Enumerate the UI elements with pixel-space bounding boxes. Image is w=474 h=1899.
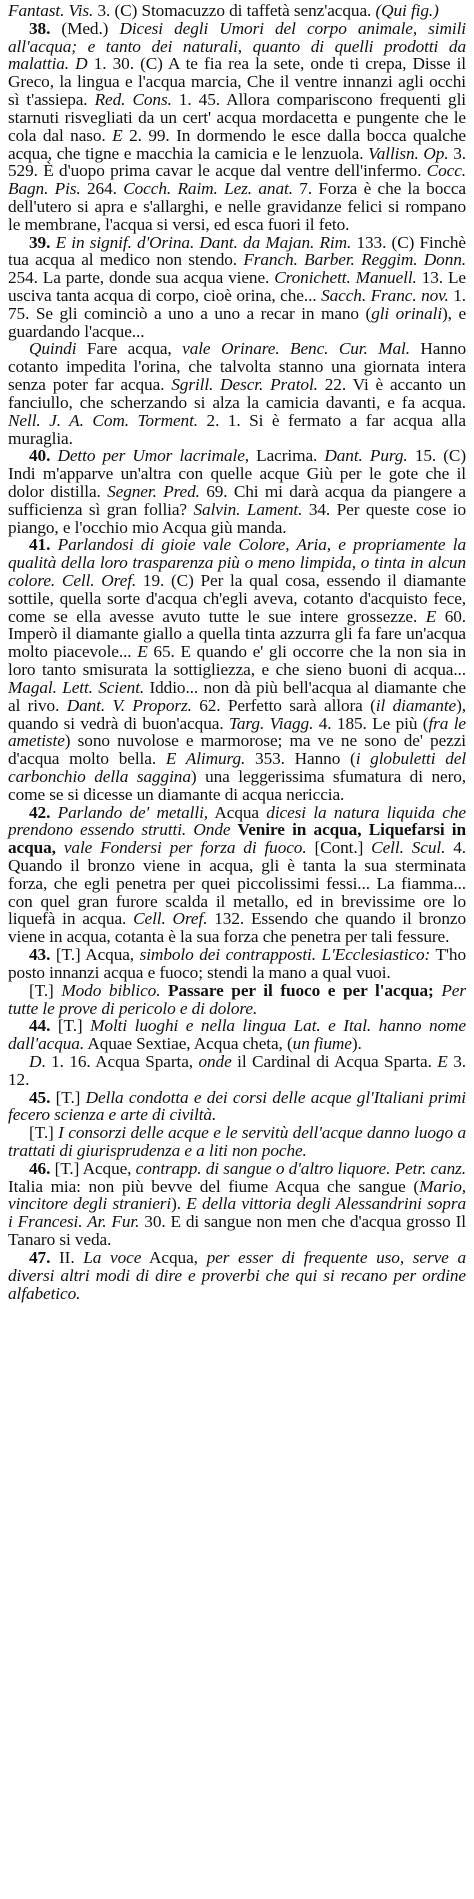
text-run: 1. 45. Allora compariscono frequenti gli starnuti risvegliati da un cert' acqua mordacetta e pungente che le cola dal naso. bbox=[8, 90, 466, 145]
text-run: Acqua, bbox=[141, 1247, 207, 1267]
text-run: Sacch. Franc. nov. bbox=[321, 286, 449, 305]
text-run: ). bbox=[171, 1194, 187, 1214]
entry-42 bbox=[8, 804, 466, 947]
text-run: 40. bbox=[29, 446, 51, 466]
text-run bbox=[50, 803, 57, 822]
text-run: T'ho posto innanzi acqua e fuoco; stendi la mano a qual vuoi. bbox=[8, 945, 467, 982]
text-run: contrapp. di sangue o d'altro liquore. Petr. canz. bbox=[135, 1158, 467, 1178]
text-run: 4. Quando il bronzo viene in acqua, gli è tanta la sua sterminata forza, che egli penetra per quei piccolissimi fessi... La fiamma... con quel gran furore scalda il metallo, ed in brevissime ore lo liquefà in acqua. bbox=[8, 838, 466, 929]
text-run: E della vittoria degli Alessandrini sopra i Francesi. Ar. Fur. bbox=[8, 1194, 466, 1232]
text-run: 38. bbox=[29, 18, 51, 38]
text-run: Fare acqua, bbox=[76, 339, 183, 359]
text-run: ), quando si vedrà di buon'acqua. bbox=[8, 695, 466, 733]
text-run: vale Fondersi per forza di fuoco. bbox=[63, 838, 307, 858]
text-run: E bbox=[437, 1051, 448, 1071]
text-run: 254. La parte, donde sua acqua viene. bbox=[8, 268, 275, 288]
text-run: D bbox=[29, 1051, 42, 1071]
text-run: [T.] bbox=[29, 980, 62, 1000]
text-run: [Cont.] bbox=[306, 838, 372, 858]
text-run: 3. 529. È d'uopo prima cavar le acque dal ventre dell'infermo. bbox=[8, 143, 467, 181]
text-run: Hanno cotanto impedita l'orina, che talvolta stanno una giornata intera senza poter far acqua. bbox=[8, 339, 466, 395]
text-run: Cell. Scul. bbox=[371, 838, 446, 858]
entry-43 bbox=[8, 946, 466, 982]
text-run: Red. Cons. bbox=[94, 90, 172, 110]
text-run: Magal. Lett. Scient. bbox=[8, 677, 145, 697]
text-run: Venire in acqua, Liquefarsi in acqua, bbox=[8, 820, 466, 858]
text-run: Cell. Oref. bbox=[133, 909, 208, 929]
entry-46 bbox=[8, 1160, 466, 1249]
text-run: Targ. Viagg. bbox=[228, 713, 314, 733]
text-run: 65. E quando e' gli occorre che la non sia in loro tanto smisurata la sottigliezza, e che sieno buoni di acqua... bbox=[8, 642, 466, 680]
text-run: [T.] bbox=[50, 1016, 91, 1036]
text-run: La voce bbox=[83, 1247, 142, 1267]
text-run: Parlandosi di gioie vale Colore, Aria, e propriamente la qualità della loro trasparenza più o meno limpida, o tinta in alcun colore. Cell. Oref. bbox=[8, 535, 466, 590]
text-run: gli orinali bbox=[371, 303, 443, 323]
text-run bbox=[50, 535, 57, 554]
text-run: E in signif. d'Orina. Dant. da Majan. Rim. bbox=[55, 232, 352, 252]
text-run: Aquae Sextiae, Acqua cheta, ( bbox=[84, 1034, 293, 1054]
text-run: Vallisn. Op. bbox=[368, 143, 449, 163]
text-run: [T.] Acque, bbox=[50, 1158, 136, 1178]
text-run: 41. bbox=[29, 535, 51, 555]
text-run: Italia mia: non più bevve del fiume Acqua che sangue ( bbox=[8, 1176, 420, 1196]
text-run: 1. 75. Se gli cominciò a uno a uno a recar in mano ( bbox=[8, 286, 466, 323]
text-run: Segner. Pred. bbox=[107, 481, 200, 501]
text-run: 13. Le usciva tanta acqua di corpo, cioè orina, che... bbox=[8, 268, 466, 305]
text-run: [T.] bbox=[29, 1123, 59, 1143]
text-run: Acqua bbox=[208, 802, 267, 822]
text-run: 43. bbox=[29, 945, 51, 965]
text-run: (Qui fig.) bbox=[375, 1, 439, 20]
text-run: II. bbox=[50, 1247, 84, 1267]
text-run: Modo biblico. bbox=[61, 980, 161, 1000]
text-run: Per tutte le prove di pericolo e di dolore. bbox=[8, 980, 466, 1018]
entry-37-tail bbox=[8, 2, 466, 20]
text-run: E bbox=[137, 642, 148, 662]
text-run: Dant. V. Proporz. bbox=[66, 695, 192, 715]
text-run: Detto per Umor lacrimale bbox=[57, 446, 245, 466]
text-run: 46. bbox=[29, 1158, 51, 1178]
text-run: Cronichett. Manuell. bbox=[274, 268, 417, 288]
entry-39-fare-acqua bbox=[8, 340, 466, 447]
entry-45-consorzi bbox=[8, 1124, 466, 1160]
text-run: 3. 12. bbox=[8, 1051, 467, 1089]
text-run: 45. bbox=[29, 1087, 51, 1107]
text-run: Dicesi degli Umori del corpo animale, simili all'acqua; e tanto dei naturali, quanto di quelli prodotti da malattia. D bbox=[8, 18, 466, 74]
text-run: 353. Hanno ( bbox=[245, 749, 356, 769]
text-run: Della condotta e dei corsi delle acque gl'Italiani primi fecero scienza e arte di civiltà. bbox=[8, 1087, 466, 1125]
text-run: per esser di frequente uso, serve a diversi altri modi di dire e proverbi che qui si recano per ordine alfabetico. bbox=[8, 1247, 466, 1303]
text-run: i globuletti del carbonchio della saggina bbox=[8, 749, 467, 786]
entry-40 bbox=[8, 447, 466, 536]
text-run: 3. (C) Stomacuzzo di taffetà senz'acqua. bbox=[93, 1, 376, 20]
text-run: 44. bbox=[29, 1016, 51, 1036]
text-run: 30. E di sangue non men che d'acqua grosso Il Tanaro si veda. bbox=[8, 1212, 466, 1250]
text-run: 1. 30. (C) A te fia rea la sete, onde ti crepa, Disse il Greco, la lingua e l'acqua marcia, Che il ventre innanzi agli occhi sì t'assiepa. bbox=[8, 54, 466, 110]
text-run: Parlando de' metalli, bbox=[57, 802, 208, 822]
entry-47 bbox=[8, 1249, 466, 1302]
text-run: ) sono nuvolose e marmorose; ma ve ne sono de' pezzi d'acqua molto bella. bbox=[8, 731, 466, 769]
text-run: Cocch. Raim. Lez. anat. bbox=[123, 179, 293, 199]
entry-44-sparta bbox=[8, 1053, 466, 1089]
text-run: 22. Vi è accanto un fanciullo, che scherzando si alza la camicia davanti, e fa acqua. bbox=[8, 375, 466, 412]
text-run: Fantast. Vis. bbox=[8, 1, 94, 20]
text-run: simbolo dei contrapposti. L'Ecclesiastico: bbox=[139, 945, 431, 965]
text-run: ), e guardando l'acque... bbox=[8, 303, 467, 341]
text-run: 39. bbox=[29, 232, 51, 252]
entry-44 bbox=[8, 1017, 466, 1053]
text-run: Iddio... non dà più bell'acqua al diamante che al rivo. bbox=[8, 677, 466, 715]
text-run: Franch. Barber. Reggim. Donn. bbox=[243, 250, 467, 270]
text-run: 2. 1. Si è fermato a far acqua alla muraglia. bbox=[8, 410, 466, 448]
text-run: E bbox=[425, 606, 437, 626]
text-run: Cocc. Bagn. Pis. bbox=[8, 161, 466, 199]
text-run: Salvin. Lament. bbox=[193, 499, 303, 519]
text-run: 132. Essendo che quando il bronzo viene in acqua, cotanta è la sua forza che penetra per tali fessure. bbox=[8, 909, 466, 947]
text-run: 19. (C) Per la qual cosa, essendo il diamante sottile, quella sorte d'acqua ch'egli aveva, cotanto d'acquisto fece, come se ella avesse avuto tutte le sue intere grossezze. bbox=[8, 571, 466, 626]
text-run: ) una leggerissima sfumatura di nero, come se si dicesse un diamante di acqua nericcia. bbox=[8, 766, 466, 804]
text-run: 133. (C) Finchè tua acqua al medico non stendo. bbox=[8, 232, 466, 270]
text-run: il Cardinal di Acqua Sparta. bbox=[231, 1051, 438, 1071]
text-run: E bbox=[112, 125, 123, 145]
text-run: 4. 185. Le più ( bbox=[313, 713, 429, 733]
text-run: vale Orinare. Benc. Cur. Mal. bbox=[182, 339, 410, 359]
text-run: Nell. J. A. Com. Torment. bbox=[8, 410, 199, 430]
text-run: . 1. 16. Acqua Sparta, bbox=[41, 1051, 199, 1071]
entry-41 bbox=[8, 536, 466, 803]
text-run: I consorzi delle acque e le servitù dell'acque danno luogo a trattati di giurisprudenza e a liti non poche. bbox=[8, 1123, 466, 1160]
text-run: il diamante bbox=[375, 695, 457, 715]
text-run: 62. Perfetto sarà allora ( bbox=[191, 695, 376, 715]
text-run: 42. bbox=[29, 802, 51, 822]
text-run: ). bbox=[351, 1034, 362, 1054]
entry-45 bbox=[8, 1089, 466, 1125]
text-run: Sgrill. Descr. Pratol. bbox=[171, 375, 318, 395]
text-run: 60. Imperò il diamante giallo a quella tinta azzurra gli fa fare un'acqua molto piacevole... bbox=[8, 606, 466, 662]
text-run: 47. bbox=[29, 1247, 51, 1267]
entry-39 bbox=[8, 234, 466, 341]
text-run: 69. Chi mi darà acqua da piangere a sufficienza sì gran follia? bbox=[8, 481, 466, 519]
text-run: , Lacrima. bbox=[244, 446, 325, 466]
text-run: Mario, vincitore degli stranieri bbox=[8, 1176, 466, 1214]
text-run: un fiume bbox=[292, 1034, 352, 1054]
text-run: 7. Forza è che la bocca dell'utero si apra e s'allarghi, e nelle gravidanze felici si rompano le membrane, l'acqua si versi, ed esca fuori il feto. bbox=[8, 179, 466, 234]
text-run: Quindi bbox=[29, 339, 77, 359]
entry-38 bbox=[8, 20, 466, 234]
text-run: [T.] Acqua, bbox=[50, 945, 140, 965]
text-run: dicesi la natura liquida che prendono essendo strutti. Onde bbox=[8, 802, 466, 840]
text-run: 15. (C) Indi m'apparve un'altra con quelle acque Giù per le gote che il dolor distilla. bbox=[8, 446, 466, 501]
text-run: Molti luoghi e nella lingua Lat. e Ital. hanno nome dall'acqua. bbox=[8, 1016, 466, 1054]
text-run: E Alimurg. bbox=[165, 749, 246, 769]
entry-43-modo-biblico bbox=[8, 982, 466, 1018]
text-run: Dant. Purg. bbox=[324, 446, 408, 466]
text-run: 34. Per queste cose io piango, e l'occhio mio Acqua giù manda. bbox=[8, 499, 467, 537]
text-run: [T.] bbox=[50, 1087, 86, 1107]
text-run: Passare per il fuoco e per l'acqua; bbox=[160, 980, 434, 1000]
text-run: (Med.) bbox=[50, 18, 120, 38]
text-run: fra le ametiste bbox=[8, 713, 467, 751]
text-run: onde bbox=[198, 1051, 232, 1071]
text-run: 2. 99. In dormendo le esce dalla bocca qualche acqua, che tigne e macchia la camicia e le lenzuola. bbox=[8, 125, 466, 163]
text-run: 264. bbox=[80, 179, 124, 199]
